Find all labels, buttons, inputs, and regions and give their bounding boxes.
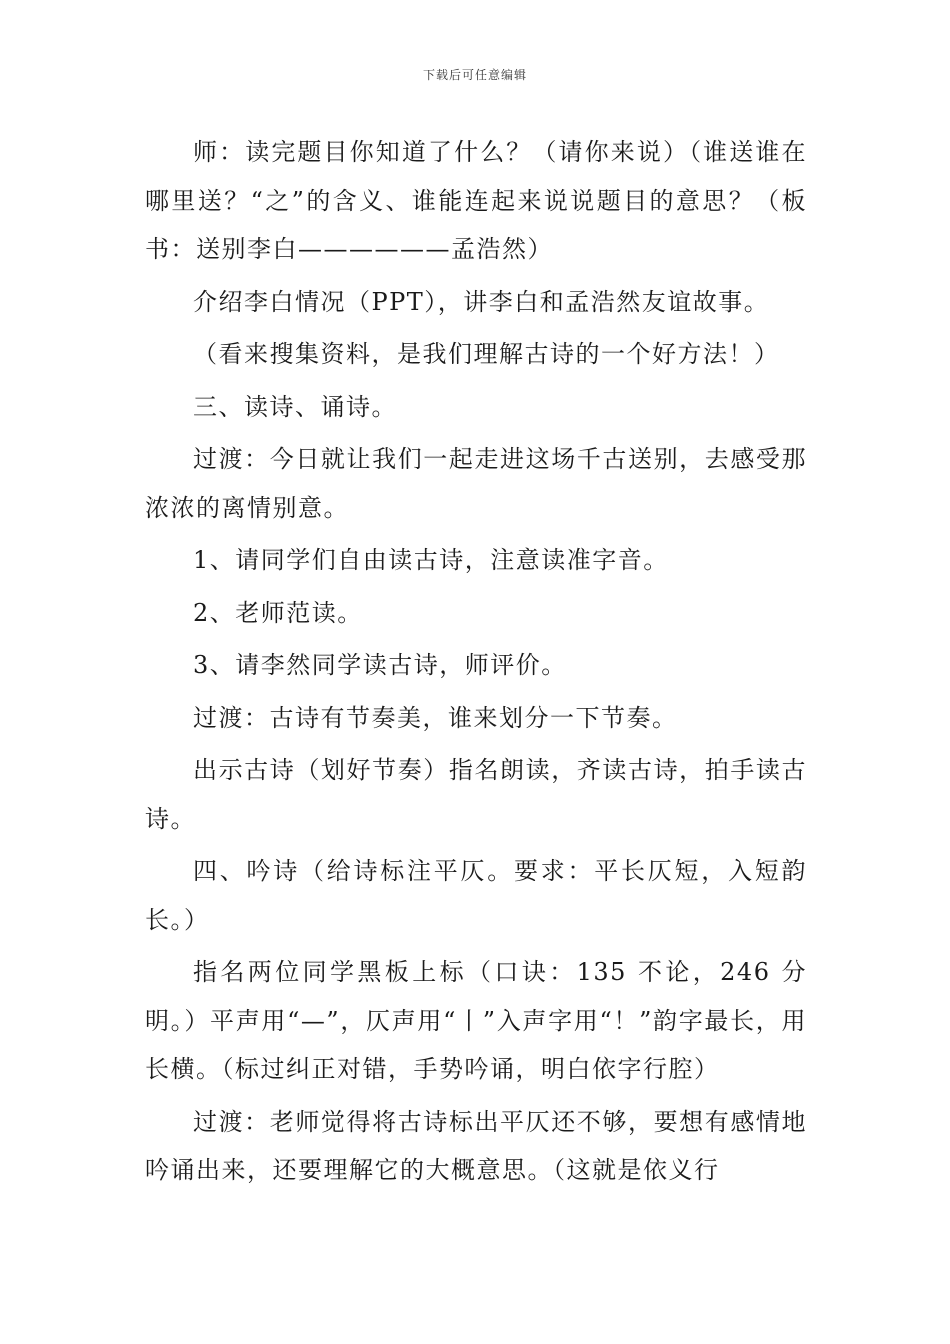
paragraph: 过渡：古诗有节奏美，谁来划分一下节奏。 [193,703,678,732]
paragraph: （看来搜集资料，是我们理解古诗的一个好方法！） [193,340,780,368]
paragraph: 出示古诗（划好节奏）指名朗读，齐读古诗，拍手读古诗。 [145,756,807,833]
paragraph: 三、读诗、诵诗。 [193,392,397,421]
page-header: 下载后可任意编辑 [422,68,527,82]
paragraph: 过渡：老师觉得将古诗标出平仄还不够，要想有感情地吟诵出来，还要理解它的大概意思。（这就是依义行 [145,1107,807,1184]
paragraph: 过渡：今日就让我们一起走进这场千古送别，去感受那浓浓的离情别意。 [145,445,807,522]
paragraph: 1、请同学们自由读古诗，注意读准字音。 [193,546,669,574]
paragraph: 四、吟诗（给诗标注平仄。要求：平长仄短，入短韵长。） [145,857,807,934]
paragraph: 介绍李白情况（PPT），讲李白和孟浩然友谊故事。 [193,287,770,316]
document-body [145,128,807,1195]
paragraph: 师：读完题目你知道了什么？（请你来说）（谁送谁在哪里送？“之”的含义、谁能连起来说说题目的意思？（板书：送别李白——————孟浩然） [145,138,807,263]
paragraph: 3、请李然同学读古诗，师评价。 [193,651,567,679]
paragraph: 2、老师范读。 [193,598,363,627]
paragraph: 指名两位同学黑板上标（口诀：135 不论，246 分明。）平声用“—”，仄声用“丨”入声字用“！”韵字最长，用长横。（标过纠正对错，手势吟诵，明白依字行腔） [145,958,807,1083]
